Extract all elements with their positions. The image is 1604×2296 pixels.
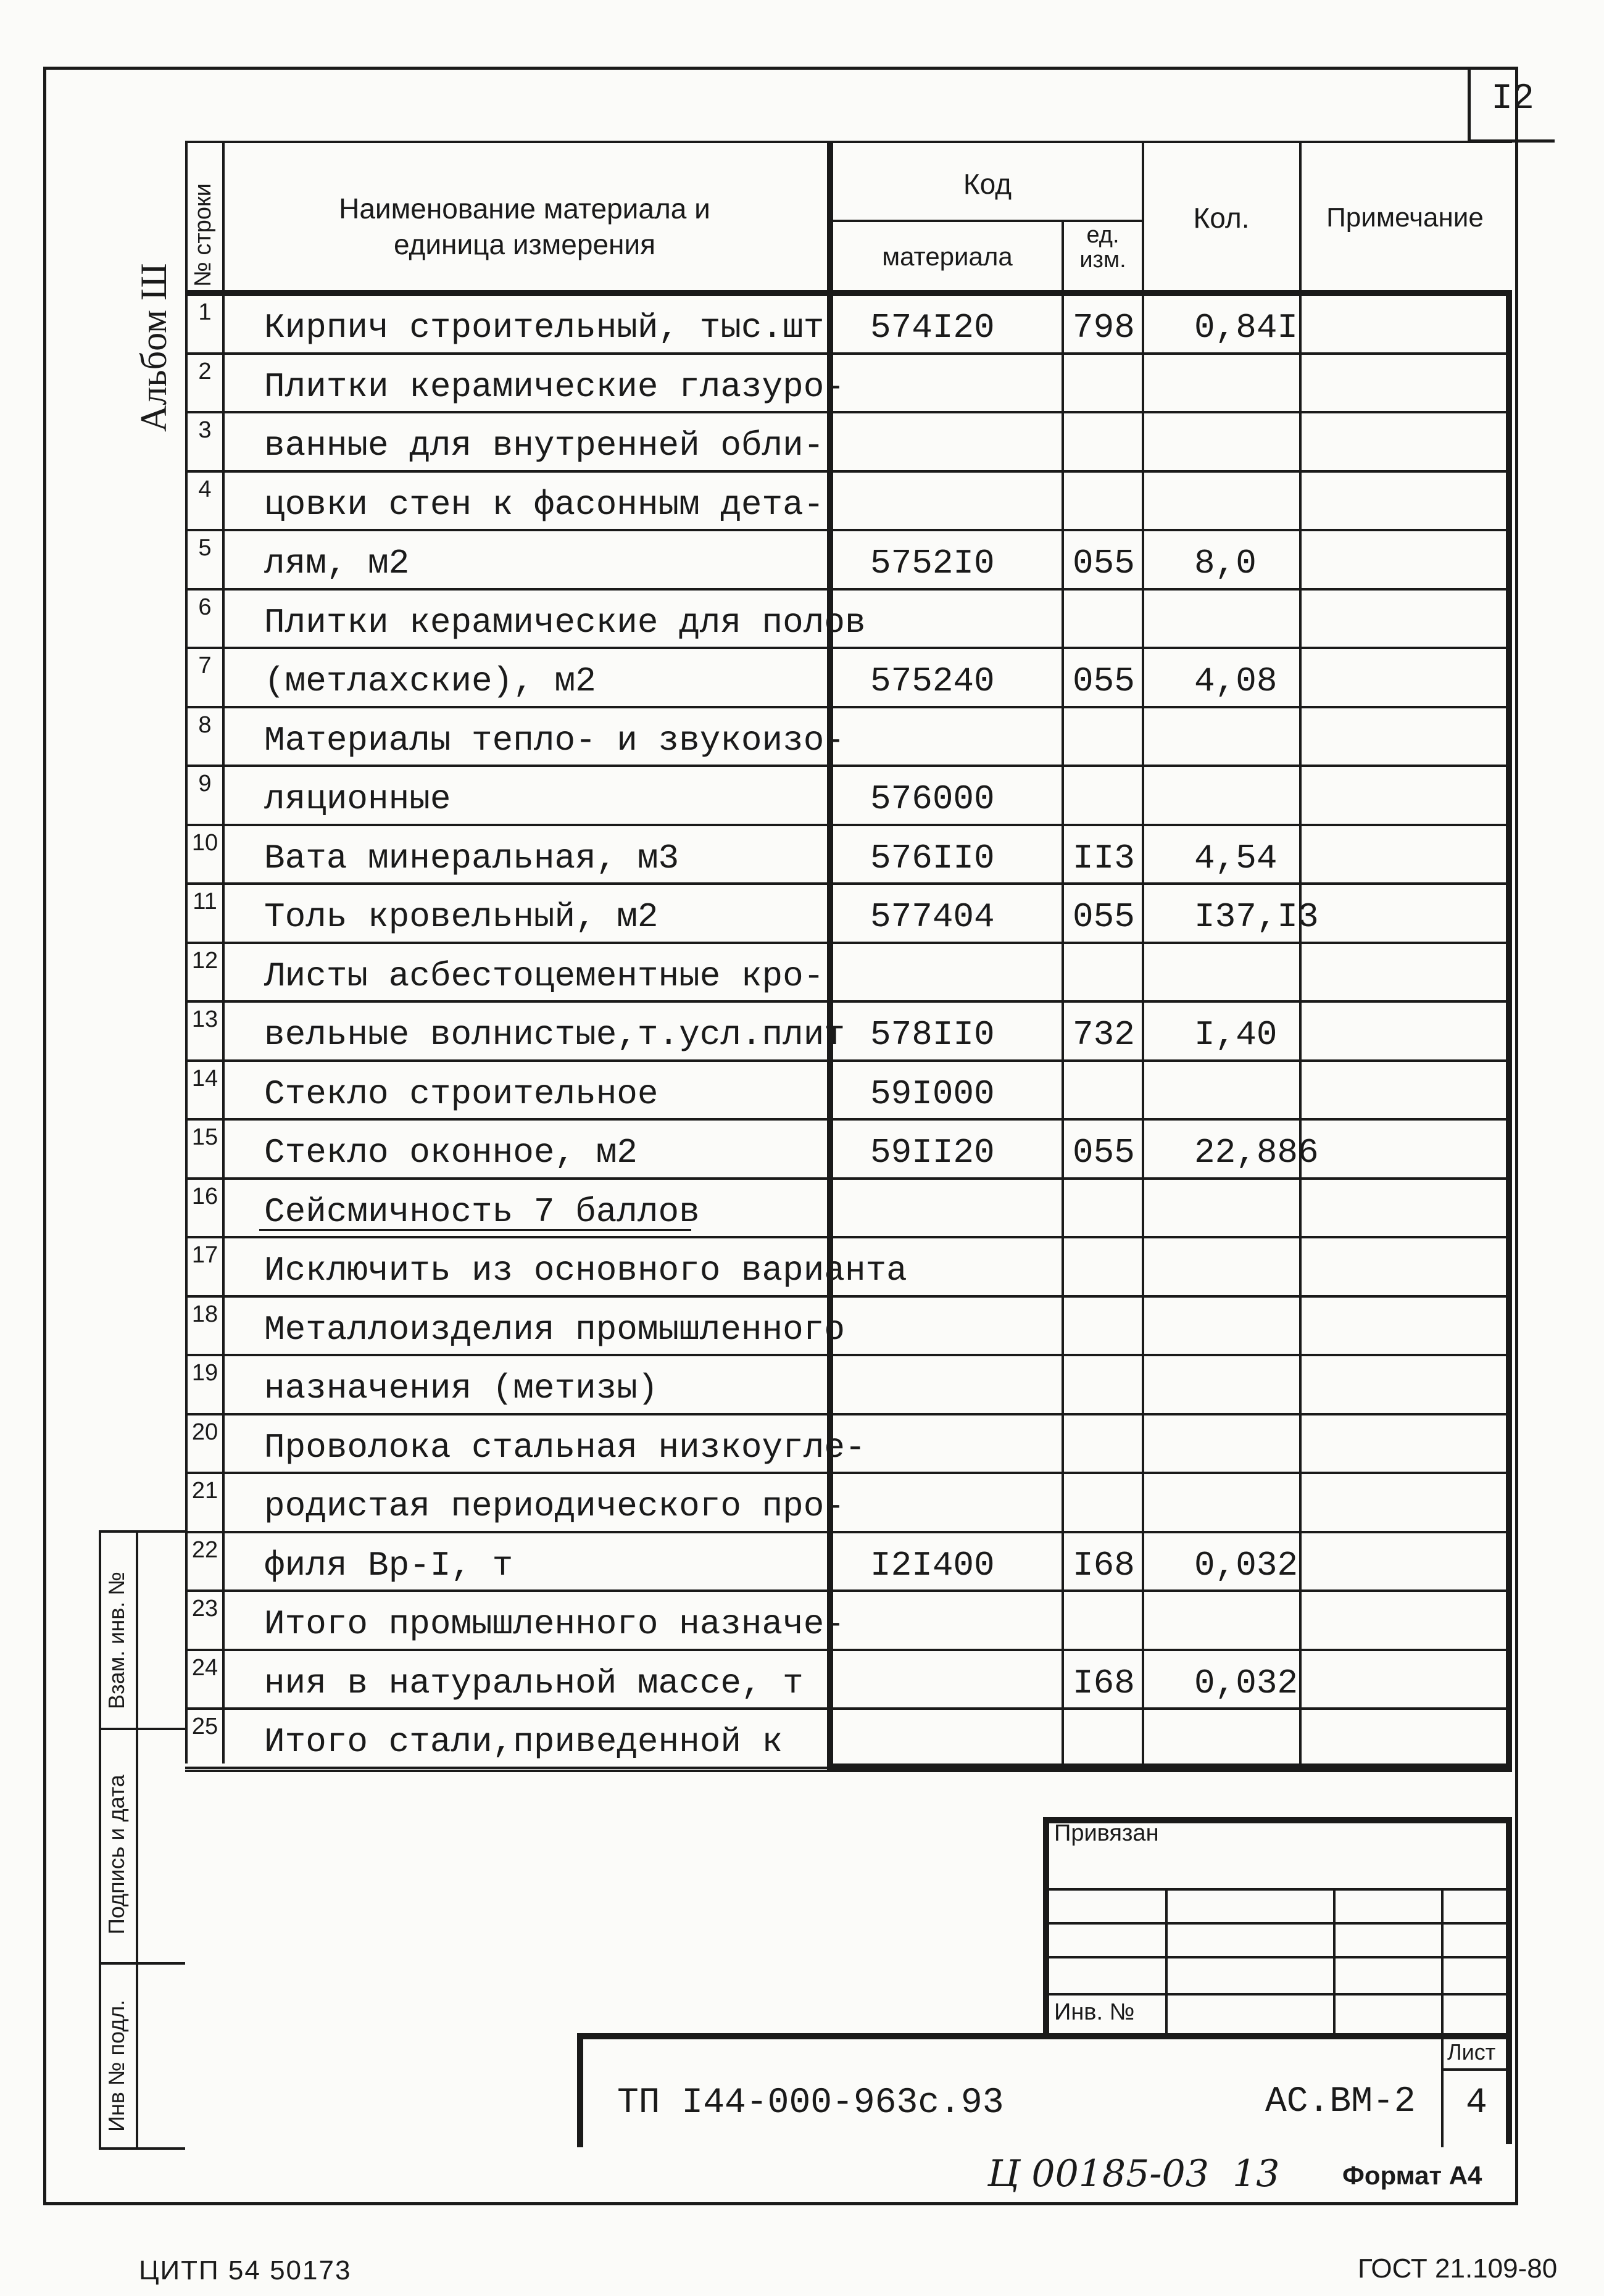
row-number: 5 xyxy=(198,535,212,561)
material-name: Стекло оконное, м2 xyxy=(264,1133,638,1172)
material-code: 575240 xyxy=(870,661,995,701)
row-number: 10 xyxy=(191,829,218,856)
row-number: 23 xyxy=(191,1596,218,1622)
material-name: Стекло строительное xyxy=(264,1074,659,1114)
unit-code: 055 xyxy=(1073,897,1135,937)
material-name: Плитки керамические глазуро- xyxy=(264,367,845,407)
handwritten-inventory-note: Ц 00185-03 13 xyxy=(987,2152,1280,2195)
doc-code: ТП I44-000-963с.93 xyxy=(617,2083,1004,2123)
quantity: 22,886 xyxy=(1194,1133,1319,1172)
stamp-podpis-data: Подпись и дата xyxy=(104,1775,129,1934)
unit-code: 055 xyxy=(1073,544,1135,583)
row-number: 3 xyxy=(198,417,212,443)
quantity: 4,08 xyxy=(1194,661,1278,701)
list-number: 4 xyxy=(1466,2083,1487,2123)
stamp-inv-podl: Инв № подл. xyxy=(104,1999,129,2132)
material-name: ляционные xyxy=(264,779,451,819)
inv-no-label: Инв. № xyxy=(1054,1999,1135,2025)
material-name: Итого промышленного назначе- xyxy=(264,1604,845,1644)
row-divider xyxy=(185,588,1509,591)
header-note: Примечание xyxy=(1326,202,1484,233)
row-divider xyxy=(185,411,1509,413)
material-name: назначения (метизы) xyxy=(264,1369,659,1408)
row-number: 1 xyxy=(198,299,212,325)
row-number: 17 xyxy=(191,1242,218,1268)
list-label: Лист xyxy=(1447,2039,1496,2065)
row-number: 7 xyxy=(198,653,212,679)
row-number: 6 xyxy=(198,594,212,620)
quantity: 0,032 xyxy=(1194,1545,1299,1585)
row-divider xyxy=(185,1413,1509,1415)
row-number: 19 xyxy=(191,1360,218,1386)
row-divider xyxy=(185,824,1509,826)
row-number: 22 xyxy=(191,1536,218,1563)
row-number: 14 xyxy=(191,1065,218,1092)
material-name: Плитки керамические для полов xyxy=(264,602,866,642)
material-name: (метлахские), м2 xyxy=(264,661,596,701)
row-divider xyxy=(185,1059,1509,1062)
unit-code: 055 xyxy=(1073,1133,1135,1172)
unit-code: 055 xyxy=(1073,661,1135,701)
row-divider xyxy=(185,1118,1509,1121)
material-code: 577404 xyxy=(870,897,995,937)
format-label: Формат А4 xyxy=(1342,2161,1482,2190)
material-name: вельные волнистые,т.усл.плит xyxy=(264,1015,845,1055)
unit-code: 798 xyxy=(1073,308,1135,347)
footer-gost: ГОСТ 21.109-80 xyxy=(1358,2253,1558,2284)
material-name: ванные для внутренней обли- xyxy=(264,426,825,465)
row-number: 2 xyxy=(198,358,212,384)
row-number: 13 xyxy=(191,1006,218,1032)
page-number-box xyxy=(1468,67,1555,143)
unit-code: 732 xyxy=(1073,1015,1135,1055)
row-divider xyxy=(185,706,1509,708)
quantity: I37,I3 xyxy=(1194,897,1319,937)
material-name: Сейсмичность 7 баллов xyxy=(264,1192,700,1232)
row-number: 18 xyxy=(191,1301,218,1327)
material-name: цовки стен к фасонным дета- xyxy=(264,484,825,524)
row-divider xyxy=(185,765,1509,767)
material-name: Итого стали,приведенной к xyxy=(264,1722,783,1762)
material-name: Материалы тепло- и звукоизо- xyxy=(264,720,845,760)
row-divider xyxy=(185,529,1509,531)
row-divider xyxy=(185,1649,1509,1651)
row-divider xyxy=(185,1767,1509,1769)
header-unit: ед. изм. xyxy=(1079,222,1126,273)
row-divider xyxy=(185,1177,1509,1180)
privyazan-label: Привязан xyxy=(1054,1820,1159,1846)
quantity: 0,032 xyxy=(1194,1663,1299,1703)
material-code: 578II0 xyxy=(870,1015,995,1055)
row-number: 12 xyxy=(191,947,218,974)
row-divider xyxy=(185,1000,1509,1003)
header-code: Код xyxy=(963,168,1012,200)
material-name: Исключить из основного варианта xyxy=(264,1251,907,1290)
row-divider xyxy=(185,1354,1509,1356)
row-number: 16 xyxy=(191,1183,218,1209)
stamp-vzam-inv: Взам. инв. № xyxy=(104,1571,129,1709)
row-divider xyxy=(185,1589,1509,1592)
material-code: 574I20 xyxy=(870,308,995,347)
material-name: ния в натуральной массе, т xyxy=(264,1663,804,1703)
footer-left-code: ЦИТП 54 50173 xyxy=(139,2255,352,2286)
header-qty: Кол. xyxy=(1193,202,1250,234)
unit-code: I68 xyxy=(1073,1545,1135,1585)
header-row-no: № строки xyxy=(190,183,216,287)
material-code: 59I000 xyxy=(870,1074,995,1114)
row-number: 20 xyxy=(191,1419,218,1445)
row-number: 15 xyxy=(191,1124,218,1150)
material-name: лям, м2 xyxy=(264,544,410,583)
material-name: Вата минеральная, м3 xyxy=(264,838,679,878)
unit-code: I68 xyxy=(1073,1663,1135,1703)
row-number: 4 xyxy=(198,476,212,502)
material-name: Металлоизделия промышленного xyxy=(264,1309,845,1349)
material-name: Кирпич строительный, тыс.шт xyxy=(264,308,825,347)
row-divider xyxy=(185,470,1509,473)
row-divider xyxy=(185,1472,1509,1474)
material-code: 5752I0 xyxy=(870,544,995,583)
row-divider xyxy=(185,1295,1509,1298)
row-divider xyxy=(185,1531,1509,1533)
quantity: 8,0 xyxy=(1194,544,1257,583)
row-divider xyxy=(185,1236,1509,1238)
row-divider xyxy=(185,1707,1509,1710)
seismic-underline xyxy=(259,1229,691,1231)
material-code: 576II0 xyxy=(870,838,995,878)
row-number: 11 xyxy=(193,889,217,914)
material-code: 59II20 xyxy=(870,1133,995,1172)
page-number: I2 xyxy=(1491,79,1534,119)
material-code: 576000 xyxy=(870,779,995,819)
material-name: родистая периодического про- xyxy=(264,1486,845,1526)
row-divider xyxy=(185,647,1509,649)
quantity: I,40 xyxy=(1194,1015,1278,1055)
row-number: 24 xyxy=(191,1654,218,1681)
material-code: I2I400 xyxy=(870,1545,995,1585)
row-number: 25 xyxy=(191,1714,218,1739)
row-divider xyxy=(185,352,1509,355)
row-number: 9 xyxy=(198,771,212,797)
material-name: Листы асбестоцементные кро- xyxy=(264,956,825,996)
material-name: Толь кровельный, м2 xyxy=(264,897,659,937)
material-name: Проволока стальная низкоугле- xyxy=(264,1427,866,1467)
quantity: 0,84I xyxy=(1194,308,1299,347)
header-material: материала xyxy=(882,242,1013,271)
row-number: 8 xyxy=(198,711,212,738)
quantity: 4,54 xyxy=(1194,838,1278,878)
unit-code: II3 xyxy=(1073,838,1135,878)
sheet-code: АС.ВМ-2 xyxy=(1265,2082,1416,2122)
row-divider xyxy=(185,882,1509,885)
material-name: филя Вр-I, т xyxy=(264,1545,513,1585)
row-number: 21 xyxy=(191,1478,218,1504)
header-name: Наименование материала и единица измерения xyxy=(339,193,710,260)
row-divider xyxy=(185,942,1509,944)
album-label: Альбом Ш xyxy=(133,263,174,432)
